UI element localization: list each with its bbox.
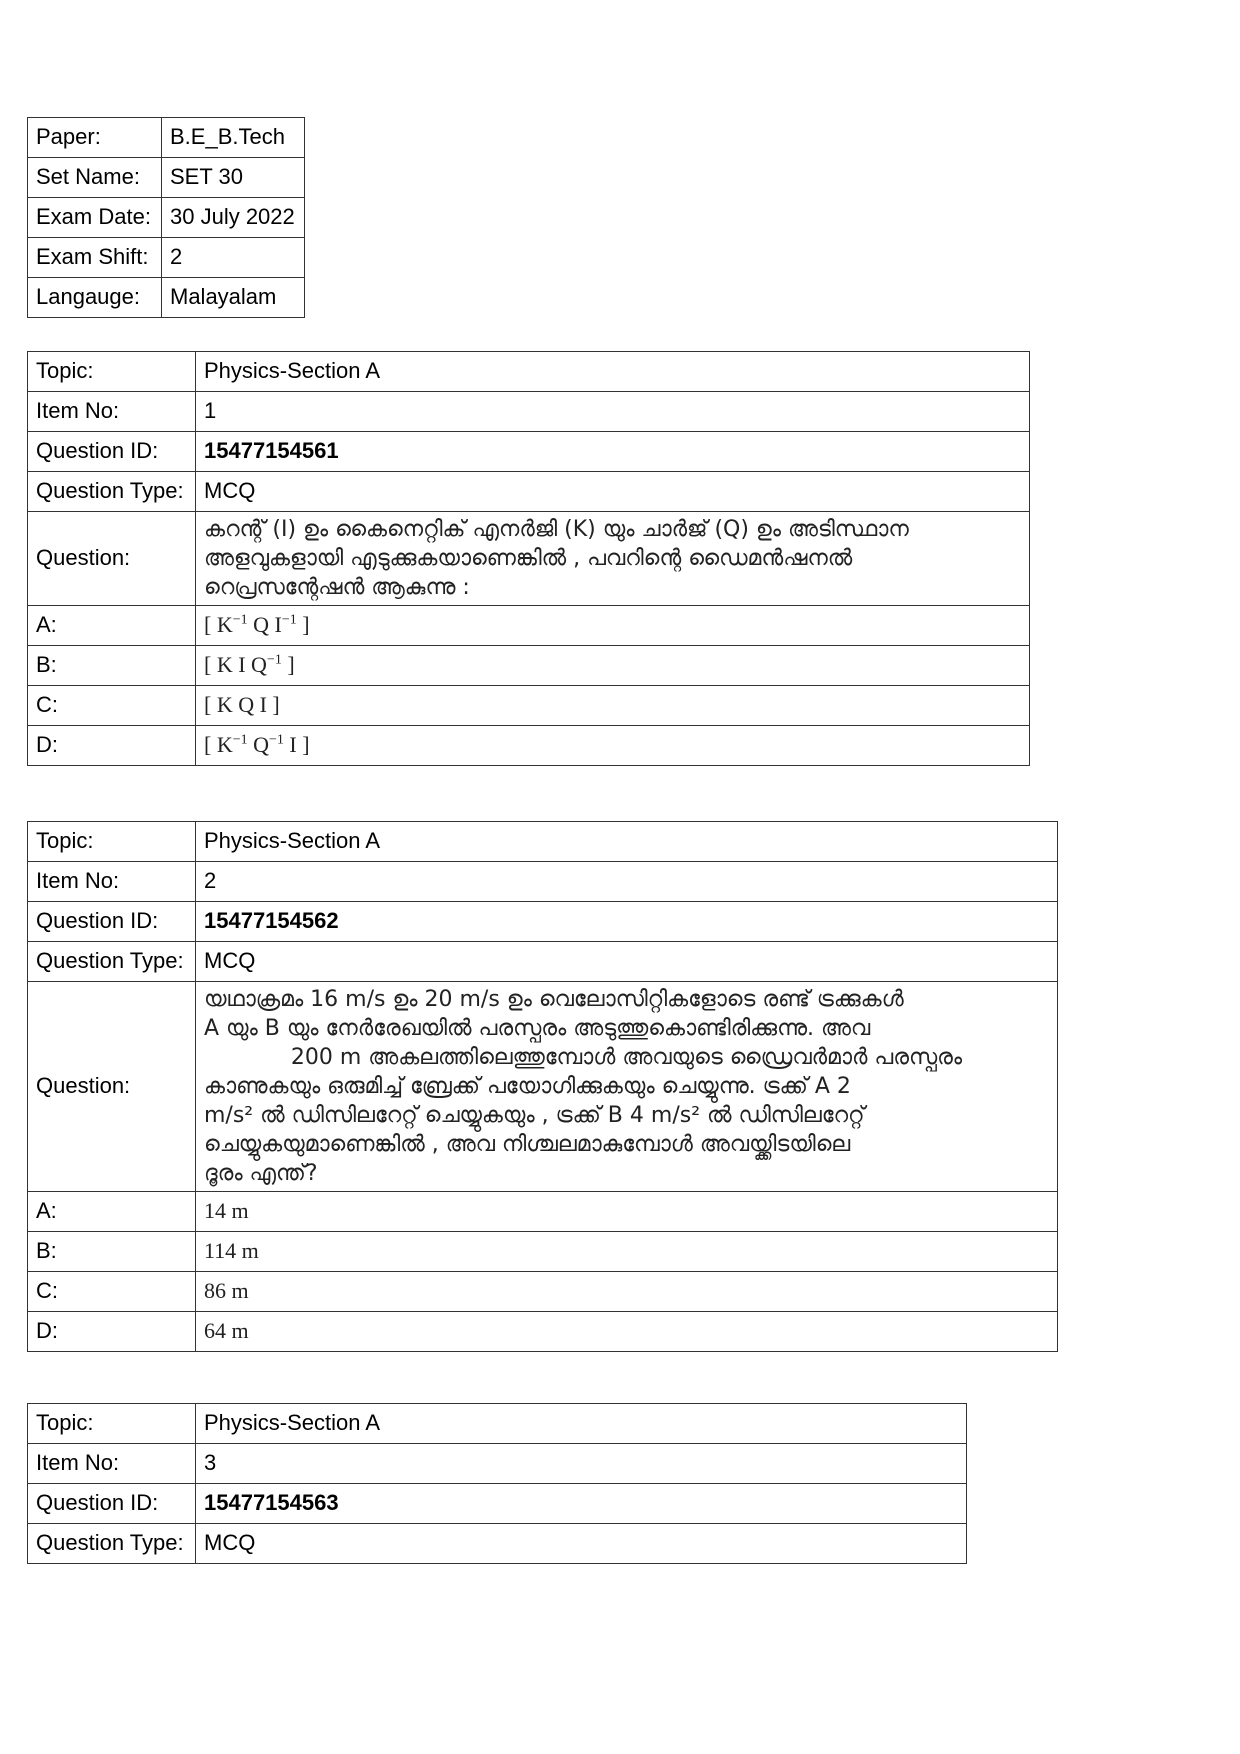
meta-label: Exam Shift: — [28, 238, 162, 278]
row-topic — [28, 1404, 967, 1444]
question-text — [196, 512, 1030, 606]
option-a-value: [ $K^{-1}$ Q $I^{-1}$ ] — [196, 606, 1030, 646]
row-question-type — [28, 1524, 967, 1564]
question-line: യഥാക്രമം 16 m/s ഉം 20 m/s ഉം വെലോസിറ്റികളോടെ രണ്ട് ട്രക്കുകൾ — [204, 987, 904, 1012]
row-question-type — [28, 942, 1058, 982]
option-b-value: 114 m — [196, 1232, 1058, 1272]
question-line: 200 m അകലത്തിലെത്തുമ്പോൾ അവയുടെ ഡ്രൈവർമാർ പരസ്പരം — [290, 1045, 963, 1070]
question-line: കറന്റ് (I) ഉം കൈനെറ്റിക് എനർജി (K) യും ചാർജ് (Q) ഉം അടിസ്ഥാന — [204, 517, 909, 542]
meta-value: 2 — [162, 238, 305, 278]
meta-label: Paper: — [28, 118, 162, 158]
label-question-id: Question ID: — [28, 902, 196, 942]
option-c-value: 86 m — [196, 1272, 1058, 1312]
question-table-1 — [27, 351, 1030, 766]
label-option-d: D: — [28, 1312, 196, 1352]
question-type-value: MCQ — [196, 942, 1058, 982]
label-question-type: Question Type: — [28, 942, 196, 982]
option-c-value: [ K Q I ] — [196, 686, 1030, 726]
label-option-c: C: — [28, 686, 196, 726]
topic-value: Physics-Section A — [196, 822, 1058, 862]
label-question-id: Question ID: — [28, 1484, 196, 1524]
item-no-value: 2 — [196, 862, 1058, 902]
question-line: കാണുകയും ഒരുമിച്ച് ബ്രേക്ക് പയോഗിക്കുകയും ചെയ്യുന്നു. ട്രക്ക് A 2 — [204, 1074, 851, 1099]
row-question-id — [28, 432, 1030, 472]
row-item-no — [28, 862, 1058, 902]
label-question-type: Question Type: — [28, 472, 196, 512]
row-question-id — [28, 1484, 967, 1524]
meta-row-set-name — [28, 158, 305, 198]
label-item-no: Item No: — [28, 862, 196, 902]
item-no-value: 1 — [196, 392, 1030, 432]
row-item-no — [28, 392, 1030, 432]
question-line: ദൂരം എന്ത്? — [204, 1161, 318, 1186]
label-item-no: Item No: — [28, 392, 196, 432]
meta-label: Exam Date: — [28, 198, 162, 238]
topic-value: Physics-Section A — [196, 1404, 967, 1444]
option-b-value: [ K I $Q^{-1}$ ] — [196, 646, 1030, 686]
topic-value: Physics-Section A — [196, 352, 1030, 392]
exam-meta-table — [27, 117, 305, 318]
meta-value: SET 30 — [162, 158, 305, 198]
label-question: Question: — [28, 512, 196, 606]
question-type-value: MCQ — [196, 1524, 967, 1564]
question-table-3 — [27, 1403, 967, 1564]
question-id-value: 15477154563 — [196, 1484, 967, 1524]
option-d-value: 64 m — [196, 1312, 1058, 1352]
label-option-b: B: — [28, 646, 196, 686]
row-question — [28, 982, 1058, 1192]
meta-row-language — [28, 278, 305, 318]
label-question-type: Question Type: — [28, 1524, 196, 1564]
row-question-type — [28, 472, 1030, 512]
meta-value: B.E_B.Tech — [162, 118, 305, 158]
question-id-value: 15477154561 — [196, 432, 1030, 472]
meta-value: Malayalam — [162, 278, 305, 318]
meta-row-exam-shift — [28, 238, 305, 278]
question-id-value: 15477154562 — [196, 902, 1058, 942]
meta-label: Langauge: — [28, 278, 162, 318]
row-option-a — [28, 1192, 1058, 1232]
question-line: റെപ്രസന്റേഷൻ ആകുന്നു : — [204, 575, 470, 600]
label-topic: Topic: — [28, 822, 196, 862]
label-item-no: Item No: — [28, 1444, 196, 1484]
option-d-value: [ $K^{-1}$ $Q^{-1}$ I ] — [196, 726, 1030, 766]
question-line: A യും B യും നേർരേഖയിൽ പരസ്പരം അടുത്തുകൊണ്ടിരിക്കുന്നു. അവ — [204, 1016, 871, 1041]
label-option-b: B: — [28, 1232, 196, 1272]
row-option-d — [28, 726, 1030, 766]
label-option-a: A: — [28, 1192, 196, 1232]
row-option-b — [28, 1232, 1058, 1272]
meta-row-exam-date — [28, 198, 305, 238]
row-option-d — [28, 1312, 1058, 1352]
meta-value: 30 July 2022 — [162, 198, 305, 238]
question-type-value: MCQ — [196, 472, 1030, 512]
question-line: m/s² ൽ ഡിസിലറേറ്റ് ചെയ്യുകയും , ട്രക്ക് B 4 m/s² ൽ ഡിസിലറേറ്റ് — [204, 1103, 865, 1128]
question-line: ചെയ്യുകയുമാണെങ്കിൽ , അവ നിശ്ചലമാകുമ്പോൾ അവയ്ക്കിടയിലെ — [204, 1132, 851, 1157]
label-question: Question: — [28, 982, 196, 1192]
option-a-value: 14 m — [196, 1192, 1058, 1232]
question-line: അളവുകളായി എടുക്കുകയാണെങ്കിൽ , പവറിന്റെ ഡൈമൻഷനൽ — [204, 546, 853, 571]
row-topic — [28, 822, 1058, 862]
label-option-a: A: — [28, 606, 196, 646]
row-question-id — [28, 902, 1058, 942]
row-option-c — [28, 1272, 1058, 1312]
label-option-c: C: — [28, 1272, 196, 1312]
label-topic: Topic: — [28, 352, 196, 392]
question-table-2 — [27, 821, 1058, 1352]
row-option-a — [28, 606, 1030, 646]
row-option-c — [28, 686, 1030, 726]
label-topic: Topic: — [28, 1404, 196, 1444]
meta-label: Set Name: — [28, 158, 162, 198]
row-topic — [28, 352, 1030, 392]
question-text — [196, 982, 1058, 1192]
row-option-b — [28, 646, 1030, 686]
row-question — [28, 512, 1030, 606]
label-question-id: Question ID: — [28, 432, 196, 472]
meta-row-paper — [28, 118, 305, 158]
row-item-no — [28, 1444, 967, 1484]
label-option-d: D: — [28, 726, 196, 766]
item-no-value: 3 — [196, 1444, 967, 1484]
